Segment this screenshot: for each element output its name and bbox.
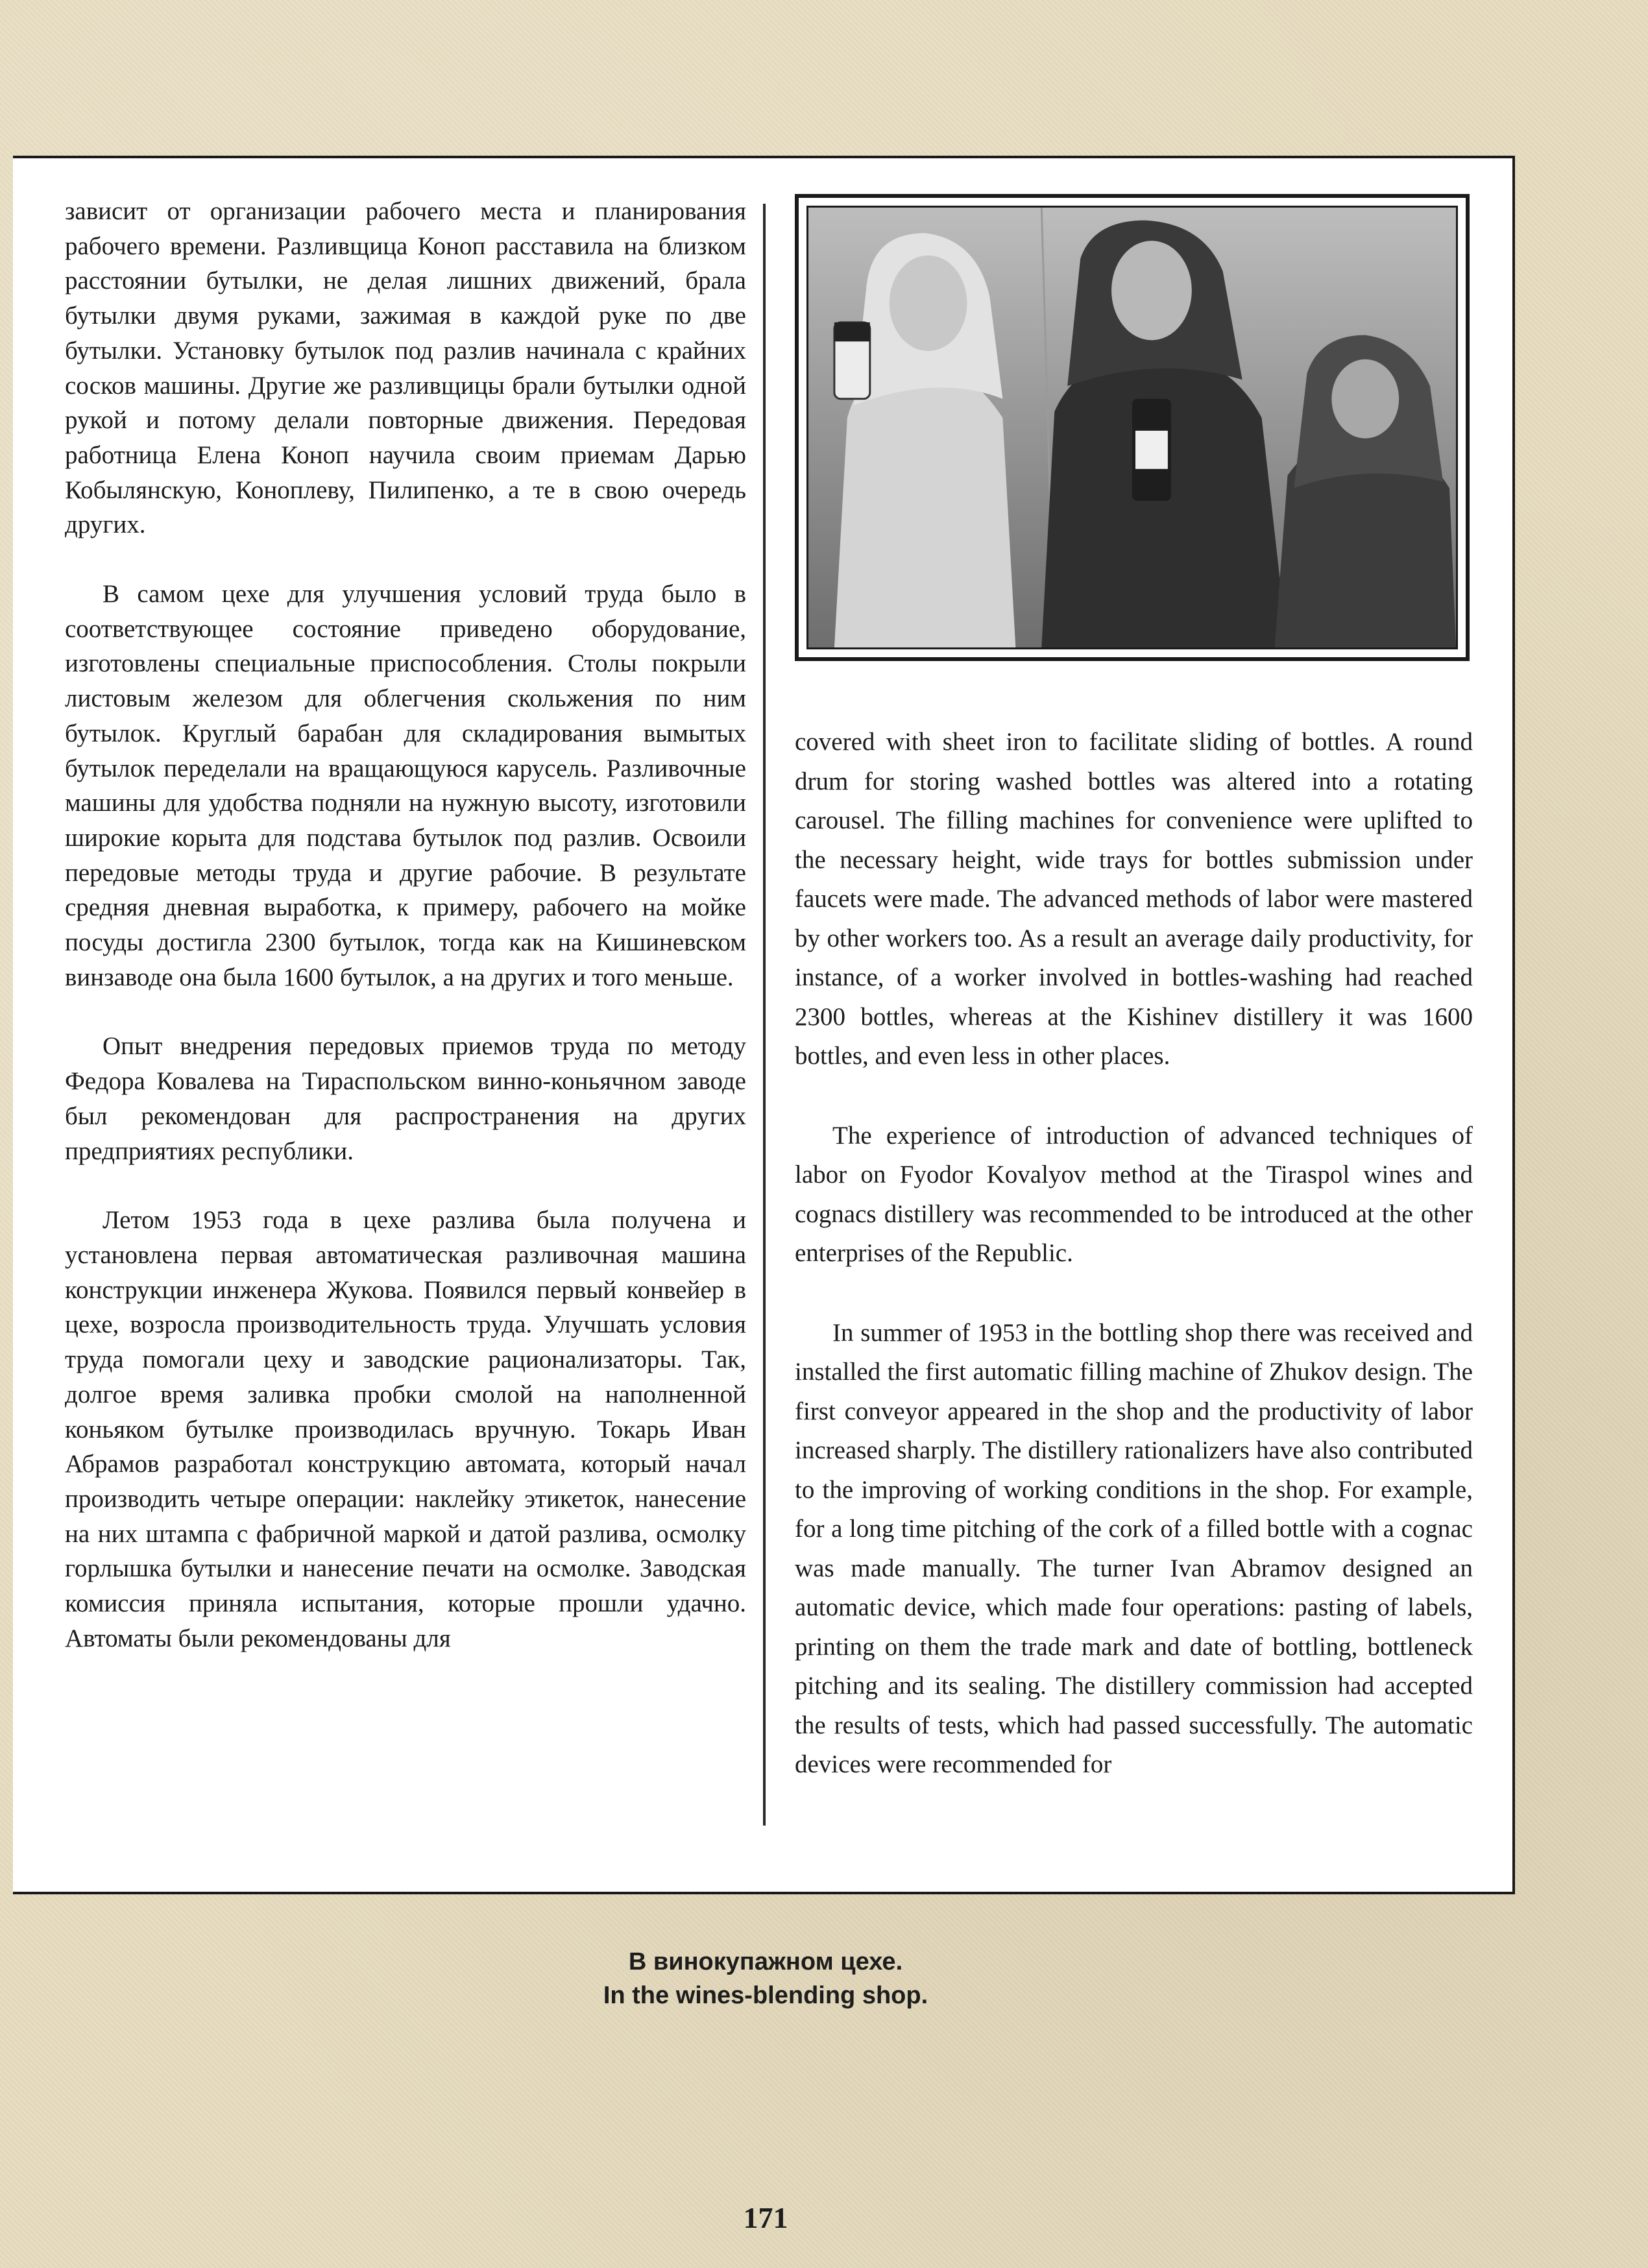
photo-frame bbox=[795, 194, 1470, 661]
column-divider bbox=[763, 204, 766, 1826]
ru-paragraph-1: зависит от организации рабочего места и планирования рабочего времени. Разливщица Коноп расставила на близком расстоянии бутылки, не делая лишних движений, брала бутылки двумя руками, зажимая в каждой руке по две бутылки. Установку бутылок под разлив начинала с крайних сосков машины. Другие же разливщицы брали бутылки одной рукой и потому делали повторные движения. Передовая работница Елена Коноп научила своим приемам Дарью Кобылянскую, Коноплеву, Пилипенко, а те в свою очередь других. bbox=[65, 197, 746, 539]
ru-paragraph-3: Опыт внедрения передовых приемов труда по методу Федора Ковалева на Тираспольском винно-коньячном заводе был рекомендован для распространения на других предприятиях республики. bbox=[65, 1032, 746, 1165]
en-paragraph-2: The experience of introduction of advanced techniques of labor on Fyodor Kovalyov method at the Tiraspol wines and cognacs distillery was recommended to be introduced at the other enterprises of the Republic. bbox=[795, 1121, 1473, 1267]
ru-paragraph-4: Летом 1953 года в цехе разлива была получена и установлена первая автоматическая разливочная машина конструкции инженера Жукова. Появился первый конвейер в цехе, возросла производительность труда. Улучшать условия труда помогали цеху и заводские рационализаторы. Так, долгое время заливка пробки смолой на наполненной коньяком бутылке производилась вручную. Токарь Иван Абрамов разработал конструкцию автомата, который начал производить четыре операции: наклейку этикеток, нанесение на них штампа с фабричной маркой и датой разлива, осмолку горлышка бутылки и нанесение печати на осмолке. Заводская комиссия приняла испытания, которые прошли удачно. Автоматы были рекомендованы для bbox=[65, 1206, 746, 1652]
english-text-column bbox=[795, 723, 1473, 1785]
ru-paragraph-2: В самом цехе для улучшения условий труда было в соответствующее состояние приведено оборудование, изготовлены специальные приспособления. Столы покрыли листовым железом для облегчения скольжения по ним бутылок. Круглый барабан для складирования вымытых бутылок переделали на вращающуюся карусель. Разливочные машины для удобства подняли на нужную высоту, изготовили широкие корыта для подстава бутылок под разлив. Освоили передовые методы труда и другие рабочие. В результате средняя дневная выработка, к примеру, рабочего на мойке посуды достигла 2300 бутылок, тогда как на Кишиневском винзаводе она была 1600 бутылок, а на других и того меньше. bbox=[65, 580, 746, 991]
caption-russian: В винокупажном цехе. bbox=[628, 1948, 903, 1975]
page-panel bbox=[13, 156, 1515, 1894]
en-paragraph-1: covered with sheet iron to facilitate sliding of bottles. A round drum for storing washed bottles was altered into a rotating carousel. The filling machines for convenience were uplifted to the necessary height, wide trays for bottles submission under faucets were made. The advanced methods of labor were mastered by other workers too. As a result an average daily productivity, for instance, of a worker involved in bottles-washing had reached 2300 bottles, whereas at the Kishinev distillery it was 1600 bottles, and even less in other places. bbox=[795, 728, 1473, 1070]
en-paragraph-3: In summer of 1953 in the bottling shop there was received and installed the first automatic filling machine of Zhukov design. The first conveyor appeared in the shop and the productivity of labor increased sharply. The distillery rationalizers have also contributed to the improving of working conditions in the shop. For example, for a long time pitching of the cork of a filled bottle with a cognac was made manually. The turner Ivan Abramov designed an automatic device, which made four operations: pasting of labels, printing on them the trade mark and date of bottling, bottleneck pitching and its sealing. The distillery commission had accepted the results of tests, which had passed successfully. The automatic devices were recommended for bbox=[795, 1318, 1473, 1778]
caption-english: In the wines-blending shop. bbox=[603, 1982, 928, 2009]
page-number: 171 bbox=[743, 2201, 788, 2234]
russian-text-column bbox=[65, 194, 746, 1656]
photo-caption bbox=[0, 1945, 1531, 2012]
historical-photo bbox=[806, 206, 1458, 649]
